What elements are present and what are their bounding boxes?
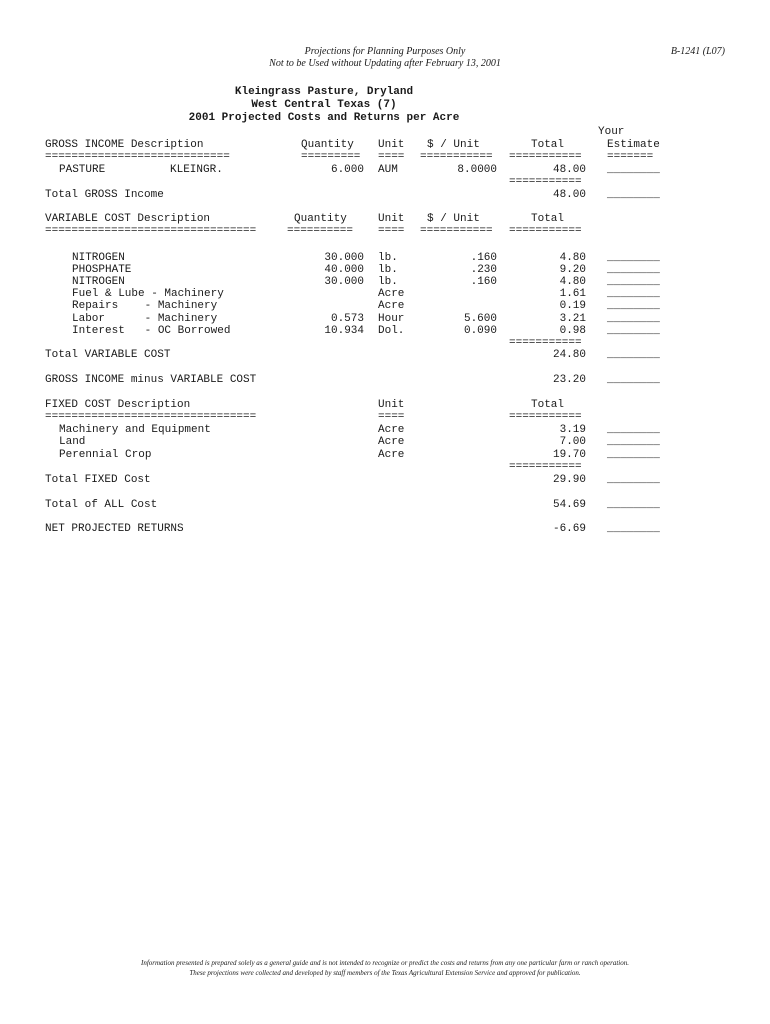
total-variable-cost-value: 24.80	[552, 349, 586, 361]
total-variable-cost-label: Total VARIABLE COST	[45, 349, 171, 361]
rule: ===========	[420, 151, 493, 163]
report-title-line3: 2001 Projected Costs and Returns per Acre	[188, 112, 460, 124]
total-fixed-cost-value: 29.90	[552, 474, 586, 486]
unit-header: Unit	[378, 213, 405, 225]
cost-item-unit: Acre	[378, 300, 405, 312]
gross-income-description-header: GROSS INCOME Description	[45, 139, 204, 151]
cost-item-total: 4.80	[559, 252, 586, 264]
fixed-item-description: Perennial Crop	[59, 449, 152, 461]
price-per-unit-header: $ / Unit	[427, 139, 480, 151]
fixed-cost-description-header: FIXED COST Description	[45, 399, 191, 411]
cost-item-price: .160	[470, 276, 497, 288]
total-all-cost-label: Total of ALL Cost	[45, 499, 158, 511]
fixed-item-unit: Acre	[378, 424, 405, 436]
cost-item-quantity: 30.000	[324, 252, 364, 264]
cost-item-description: NITROGEN	[72, 276, 125, 288]
cost-item-unit: Acre	[378, 288, 405, 300]
your-estimate-blank[interactable]: ________	[607, 252, 660, 264]
rule: =========	[301, 151, 361, 163]
gross-minus-variable-row	[0, 374, 770, 387]
footer-line2: These projections were collected and developed by staff members of the Texas Agricultural Extension Service and approved for publication.	[189, 969, 581, 977]
price-per-unit-header: $ / Unit	[427, 213, 480, 225]
your-estimate-blank[interactable]: ________	[607, 523, 660, 535]
rule: ===========	[509, 151, 582, 163]
cost-item-total: 0.98	[559, 325, 586, 337]
your-estimate-blank[interactable]: ________	[607, 424, 660, 436]
cost-item-unit: Hour	[378, 313, 405, 325]
net-projected-returns-row	[0, 523, 770, 536]
rule: ====	[378, 225, 405, 237]
your-estimate-blank[interactable]: ________	[607, 164, 660, 176]
rule: ====	[378, 151, 405, 163]
footer-line1: Information presented is prepared solely as a general guide and is not intended to recognize or predict the costs and returns from any one particular farm or ranch operation.	[141, 959, 629, 967]
cost-item-total: 3.21	[559, 313, 586, 325]
income-quantity: 6.000	[330, 164, 364, 176]
rule: =======	[607, 151, 654, 163]
cost-item-description: Interest - OC Borrowed	[72, 325, 231, 337]
rule: ===========	[509, 176, 582, 188]
footer-disclaimer	[40, 958, 730, 978]
cost-item-quantity: 0.573	[330, 313, 364, 325]
gross-subtotal-rule	[0, 176, 770, 189]
cost-item-description: Repairs - Machinery	[72, 300, 218, 312]
cost-item-quantity: 10.934	[324, 325, 364, 337]
cost-item-price: 5.600	[463, 313, 497, 325]
total-all-cost-value: 54.69	[552, 499, 586, 511]
rule: ===========	[509, 411, 582, 423]
cost-item-price: 0.090	[463, 325, 497, 337]
income-price: 8.0000	[457, 164, 497, 176]
total-gross-income-value: 48.00	[552, 189, 586, 201]
planning-disclaimer-line1: Projections for Planning Purposes Only	[304, 46, 466, 57]
your-estimate-blank[interactable]: ________	[607, 349, 660, 361]
gross-minus-variable-label: GROSS INCOME minus VARIABLE COST	[45, 374, 257, 386]
total-header: Total	[531, 213, 565, 225]
income-item-variety: KLEINGR.	[170, 164, 223, 176]
cost-item-price: .160	[470, 252, 497, 264]
gross-income-rule-row	[0, 151, 770, 164]
cost-item-unit: lb.	[378, 252, 398, 264]
rule: ==========	[287, 225, 354, 237]
your-estimate-blank[interactable]: ________	[607, 288, 660, 300]
cost-item-description: Labor - Machinery	[72, 313, 218, 325]
your-header: Your	[598, 126, 625, 138]
your-estimate-blank[interactable]: ________	[607, 313, 660, 325]
fixed-item-description: Land	[59, 436, 86, 448]
fixed-item-unit: Acre	[378, 449, 405, 461]
cost-item-unit: lb.	[378, 264, 398, 276]
report-title-line1: Kleingrass Pasture, Dryland	[234, 86, 414, 98]
cost-item-quantity: 30.000	[324, 276, 364, 288]
fixed-item-description: Machinery and Equipment	[59, 424, 211, 436]
cost-item-total: 4.80	[559, 276, 586, 288]
document-id: B-1241 (L07)	[670, 46, 725, 57]
rule: ===========	[509, 461, 582, 473]
variable-cost-description-header: VARIABLE COST Description	[45, 213, 211, 225]
rule: ===========	[509, 225, 582, 237]
fixed-cost-rule-row	[0, 411, 770, 424]
planning-disclaimer-line2: Not to be Used without Updating after February 13, 2001	[269, 58, 501, 69]
rule: ===========	[509, 337, 582, 349]
fixed-item-total: 3.19	[559, 424, 586, 436]
quantity-header: Quantity	[294, 213, 347, 225]
cost-item-description: Fuel & Lube - Machinery	[72, 288, 224, 300]
estimate-header: Estimate	[607, 139, 660, 151]
rule: ====	[378, 411, 405, 423]
rule: ===========	[420, 225, 493, 237]
fixed-item-total: 19.70	[552, 449, 586, 461]
quantity-header: Quantity	[301, 139, 354, 151]
fixed-subtotal-rule	[0, 461, 770, 474]
cost-item-description: NITROGEN	[72, 252, 125, 264]
fixed-cost-row	[0, 436, 770, 449]
net-projected-returns-label: NET PROJECTED RETURNS	[45, 523, 184, 535]
income-unit: AUM	[378, 164, 398, 176]
cost-item-unit: Dol.	[378, 325, 405, 337]
cost-item-total: 1.61	[559, 288, 586, 300]
your-estimate-blank[interactable]: ________	[607, 300, 660, 312]
your-estimate-blank[interactable]: ________	[607, 499, 660, 511]
rule: ================================	[45, 225, 257, 237]
total-gross-income-row	[0, 189, 770, 202]
total-gross-income-label: Total GROSS Income	[45, 189, 164, 201]
gross-minus-variable-value: 23.20	[552, 374, 586, 386]
fixed-item-unit: Acre	[378, 436, 405, 448]
your-estimate-blank[interactable]: ________	[607, 264, 660, 276]
unit-header: Unit	[378, 399, 405, 411]
total-all-cost-row	[0, 499, 770, 512]
cost-item-total: 9.20	[559, 264, 586, 276]
your-estimate-blank[interactable]: ________	[607, 325, 660, 337]
rule: ============================	[45, 151, 230, 163]
variable-cost-row	[0, 300, 770, 313]
your-estimate-header-top	[0, 126, 770, 139]
total-header: Total	[531, 399, 565, 411]
your-estimate-blank[interactable]: ________	[607, 436, 660, 448]
your-estimate-blank[interactable]: ________	[607, 189, 660, 201]
cost-item-total: 0.19	[559, 300, 586, 312]
report-title-line2: West Central Texas (7)	[251, 99, 397, 111]
net-projected-returns-value: -6.69	[552, 523, 586, 535]
income-item-name: PASTURE	[59, 164, 106, 176]
cost-item-description: PHOSPHATE	[72, 264, 132, 276]
rule: ================================	[45, 411, 257, 423]
variable-cost-rule-row	[0, 225, 770, 238]
fixed-item-total: 7.00	[559, 436, 586, 448]
your-estimate-blank[interactable]: ________	[607, 474, 660, 486]
total-fixed-cost-row	[0, 474, 770, 487]
unit-header: Unit	[378, 139, 405, 151]
cost-item-quantity: 40.000	[324, 264, 364, 276]
cost-item-unit: lb.	[378, 276, 398, 288]
income-total: 48.00	[552, 164, 586, 176]
total-variable-cost-row	[0, 349, 770, 362]
your-estimate-blank[interactable]: ________	[607, 374, 660, 386]
your-estimate-blank[interactable]: ________	[607, 276, 660, 288]
your-estimate-blank[interactable]: ________	[607, 449, 660, 461]
cost-item-price: .230	[470, 264, 497, 276]
total-header: Total	[531, 139, 565, 151]
total-fixed-cost-label: Total FIXED Cost	[45, 474, 151, 486]
